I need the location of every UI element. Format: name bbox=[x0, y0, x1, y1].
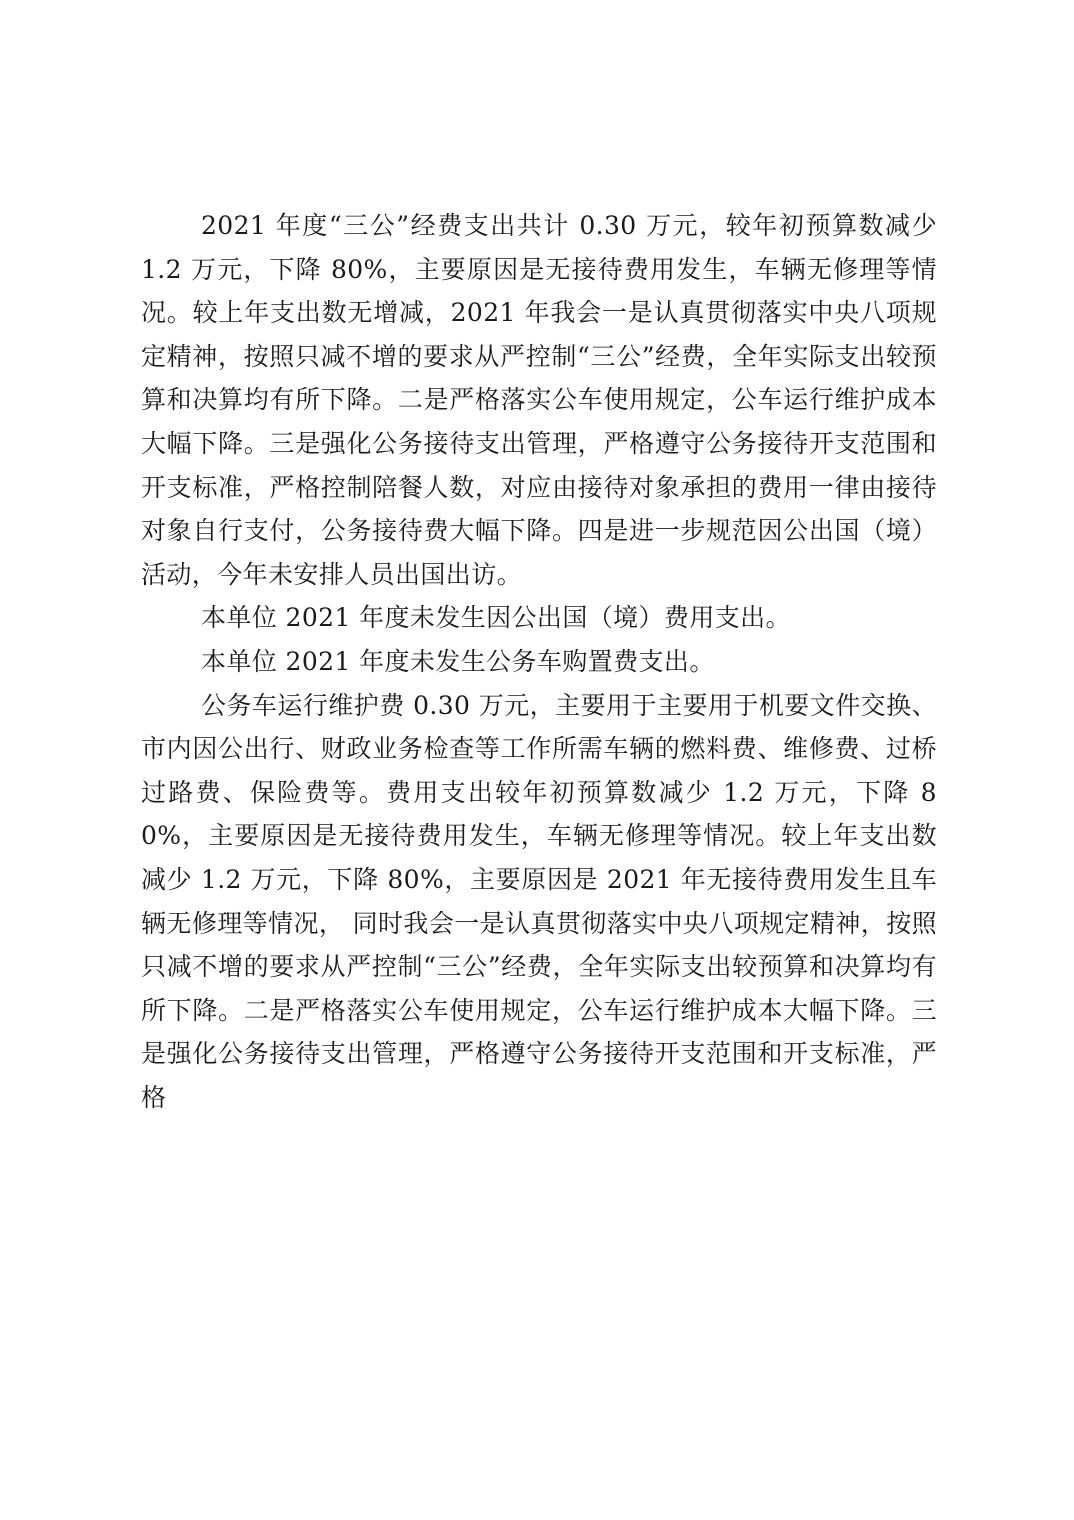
paragraph-three-public-expenses-summary: 2021 年度“三公”经费支出共计 0.30 万元，较年初预算数减少 1.2 万元，下降 80%，主要原因是无接待费用发生，车辆无修理等情况。较上年支出数无增减，2021 年我会一是认真贯彻落实中央八项规定精神，按照只减不增的要求从严控制“三公”经费，全年实际支出较预算和决算均有所下降。二是严格落实公车使用规定，公车运行维护成本大幅下降。三是强化公务接待支出管理，严格遵守公务接待开支范围和开支标准，严格控制陪餐人数，对应由接待对象承担的费用一律由接待对象自行支付，公务接待费大幅下降。四是进一步规范因公出国（境）活动，今年未安排人员出国出访。 bbox=[141, 211, 937, 589]
paragraph-vehicle-purchase-expense: 本单位 2021 年度未发生公务车购置费支出。 bbox=[201, 646, 715, 676]
paragraph-vehicle-maintenance-expense: 公务车运行维护费 0.30 万元，主要用于主要用于机要文件交换、市内因公出行、财政业务检查等工作所需车辆的燃料费、维修费、过桥过路费、保险费等。费用支出较年初预算数减少 1.2 万元，下降 80%，主要原因是无接待费用发生，车辆无修理等情况。较上年支出数减少 1.2 万元，下降 80%，主要原因是 2021 年无接待费用发生且车辆无修理等情况， 同时我会一是认真贯彻落实中央八项规定精神，按照只减不增的要求从严控制“三公”经费，全年实际支出较预算和决算均有所下降。二是严格落实公车使用规定，公车运行维护成本大幅下降。三是强化公务接待支出管理，严格遵守公务接待开支范围和开支标准，严格 bbox=[141, 690, 937, 1112]
paragraph-overseas-travel-expense: 本单位 2021 年度未发生因公出国（境）费用支出。 bbox=[201, 603, 791, 633]
document-body bbox=[141, 204, 937, 1119]
